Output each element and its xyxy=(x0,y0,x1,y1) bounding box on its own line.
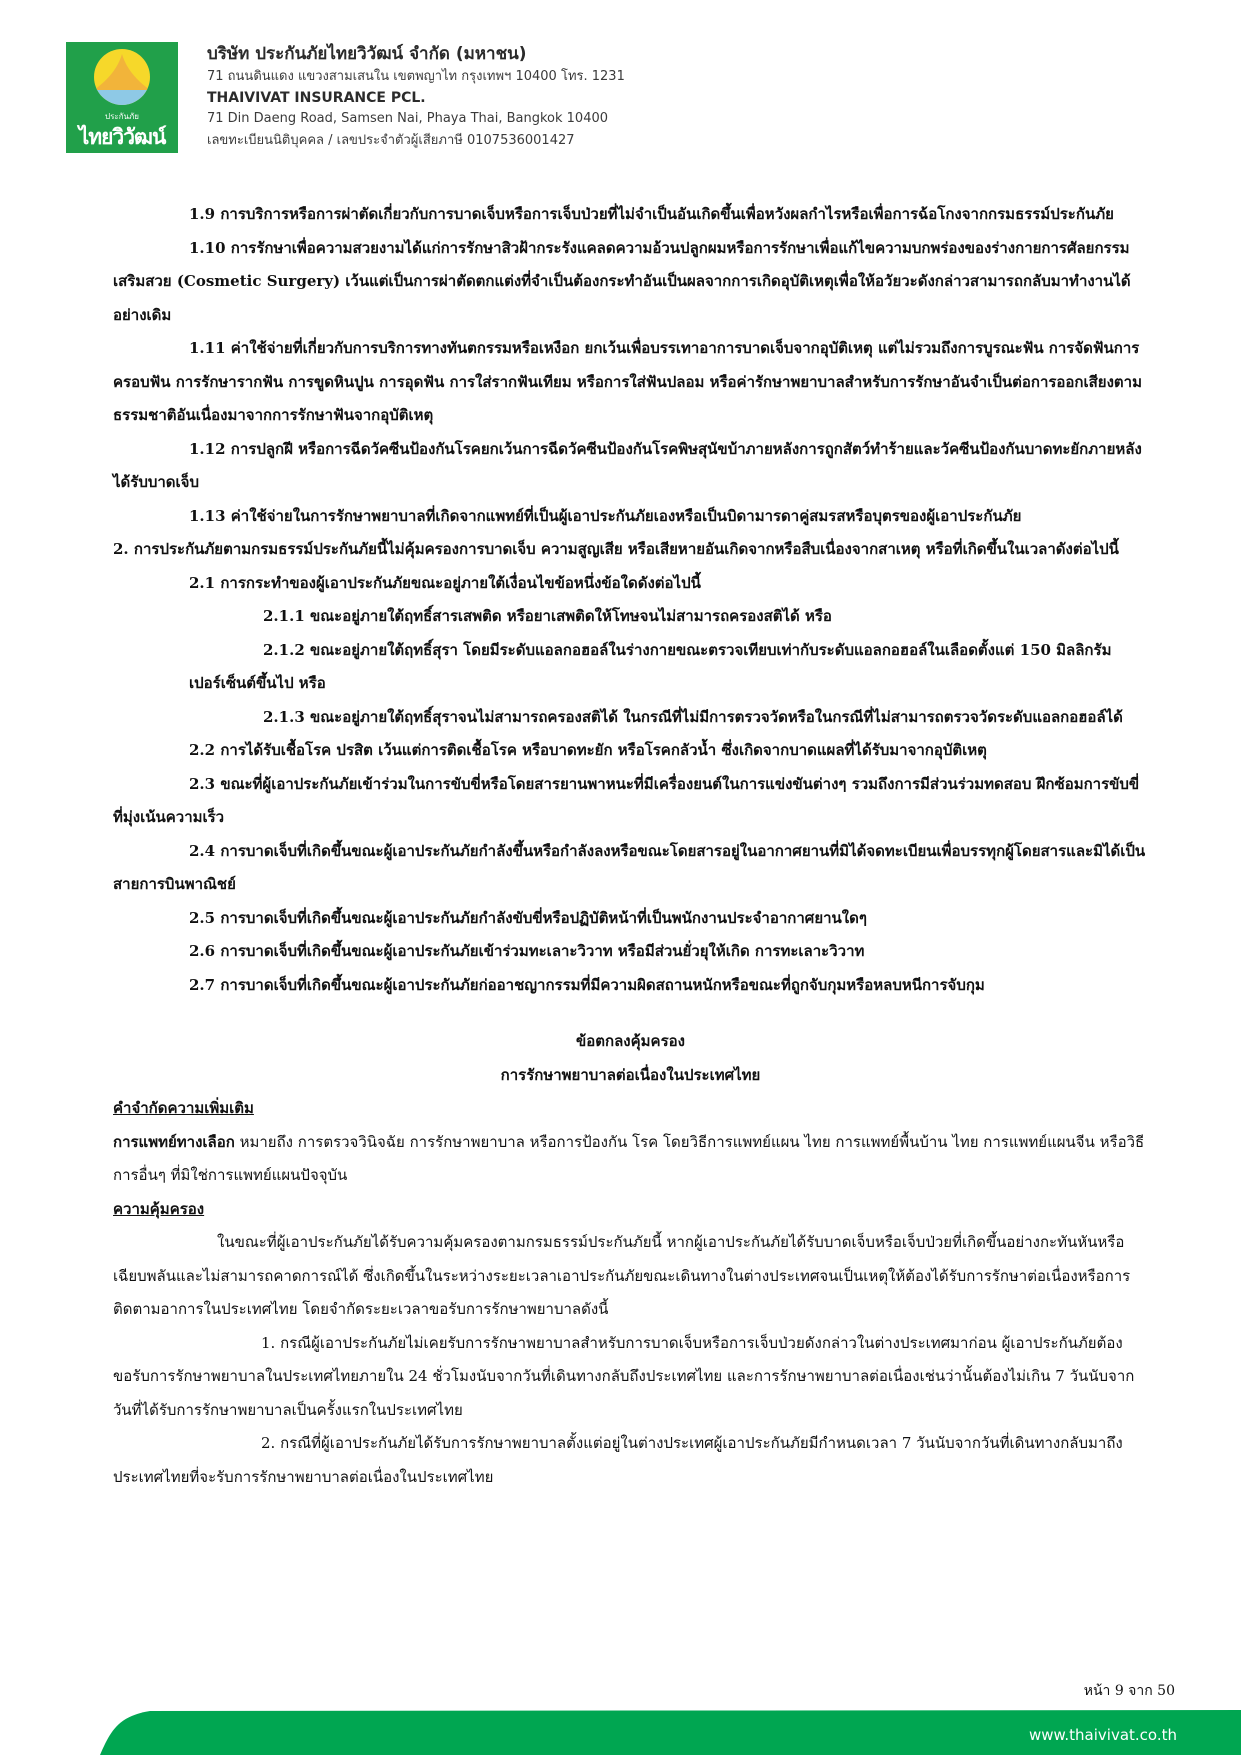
exclusion-2-4: 2.4 การบาดเจ็บที่เกิดขึ้นขณะผู้เอาประกันภัยกำลังขึ้นหรือกำลังลงหรือขณะโดยสารอยู่ในอากาศยานที่มิได้จดทะเบียนเพื่อบรรทุกผู้โดยสารและมิได้เป็นสายการบินพาณิชย์ xyxy=(113,841,1146,893)
agreement-title: ข้อตกลงคุ้มครอง xyxy=(576,1032,685,1050)
exclusion-2-1-3: 2.1.3 ขณะอยู่ภายใต้ฤทธิ์สุราจนไม่สามารถครองสติได้ ในกรณีที่ไม่มีการตรวจวัดหรือในกรณีที่ไม่สามารถตรวจวัดระดับแอลกอฮอล์ได้ xyxy=(263,707,1123,726)
logo-small-text: ประกันภัย xyxy=(105,112,139,121)
definition-term: การแพทย์ทางเลือก xyxy=(113,1132,235,1151)
coverage-paragraph: ในขณะที่ผู้เอาประกันภัยได้รับความคุ้มครองตามกรมธรรม์ประกันภัยนี้ หากผู้เอาประกันภัยได้รับบาดเจ็บหรือเจ็บป่วยที่เกิดขึ้นอย่างกะทันหันหรือเฉียบพลันและไม่สามารถคาดการณ์ได้ ซึ่งเกิดขึ้นในระหว่างระยะเวลาเอาประกันภัยขณะเดินทางในต่างประเทศจนเป็นเหตุให้ต้องได้รับการรักษาต่อเนื่องหรือการติดตามอาการในประเทศไทย โดยจำกัดระยะเวลาขอรับการรักษาพยาบาลดังนี้ xyxy=(113,1233,1131,1318)
exclusion-2-1-2: 2.1.2 ขณะอยู่ภายใต้ฤทธิ์สุรา โดยมีระดับแอลกอฮอล์ในร่างกายขณะตรวจเทียบเท่ากับระดับแอลกอฮอล์ในเลือดตั้งแต่ 150 มิลลิกรัมเปอร์เซ็นต์ขึ้นไป หรือ xyxy=(189,640,1112,692)
definition-text: หมายถึง การตรวจวินิจฉัย การรักษาพยาบาล หรือการป้องกัน โรค โดยวิธีการแพทย์แผน ไทย การแพทย์พื้นบ้าน ไทย การแพทย์แผนจีน หรือวิธีการอื่นๆ ที่มิใช่การแพทย์แผนปัจจุบัน xyxy=(113,1132,1145,1184)
coverage-case-2: 2. กรณีที่ผู้เอาประกันภัยได้รับการรักษาพยาบาลตั้งแต่อยู่ในต่างประเทศผู้เอาประกันภัยมีกำหนดเวลา 7 วันนับจากวันที่เดินทางกลับมาถึงประเทศไทยที่จะรับการรักษาพยาบาลต่อเนื่องในประเทศไทย xyxy=(113,1434,1123,1486)
exclusion-1-10: 1.10 การรักษาเพื่อความสวยงามได้แก่การรักษาสิวฝ้ากระรังแคลดความอ้วนปลูกผมหรือการรักษาเพื่อแก้ไขความบกพร่องของร่างกายการศัลยกรรมเสริมสวย (Cosmetic Surgery) เว้นแต่เป็นการผ่าตัดตกแต่งที่จำเป็นต้องกระทำอันเป็นผลจากการเกิดอุบัติเหตุเพื่อให้อวัยวะดังกล่าวสามารถกลับมาทำงานได้อย่างเดิม xyxy=(113,238,1131,324)
exclusion-2-intro: 2. การประกันภัยตามกรมธรรม์ประกันภัยนี้ไม่คุ้มครองการบาดเจ็บ ความสูญเสีย หรือเสียหายอันเกิดจากหรือสืบเนื่องจากสาเหตุ หรือที่เกิดขึ้นในเวลาดังต่อไปนี้ xyxy=(113,540,1119,558)
company-logo xyxy=(66,42,178,153)
coverage-heading: ความคุ้มครอง xyxy=(113,1199,205,1218)
exclusion-2-2: 2.2 การได้รับเชื้อโรค ปรสิต เว้นแต่การติดเชื้อโรค หรือบาดทะยัก หรือโรคกลัวน้ำ ซึ่งเกิดจากบาดแผลที่ได้รับมาจากอุบัติเหตุ xyxy=(189,741,987,759)
company-address-en: 71 Din Daeng Road, Samsen Nai, Phaya Thai, Bangkok 10400 xyxy=(207,111,609,126)
logo-brand-text: ไทยวิวัฒน์ xyxy=(78,125,166,149)
exclusion-1-12: 1.12 การปลูกฝี หรือการฉีดวัคซีนป้องกันโรคยกเว้นการฉีดวัคซีนป้องกันโรคพิษสุนัขบ้าภายหลังการถูกสัตว์ทำร้ายและวัคซีนป้องกันบาดทะยักภายหลังได้รับบาดเจ็บ xyxy=(113,439,1142,491)
letterhead xyxy=(66,42,686,157)
definition-heading: คำจำกัดความเพิ่มเติม xyxy=(113,1099,254,1117)
agreement-subtitle: การรักษาพยาบาลต่อเนื่องในประเทศไทย xyxy=(500,1065,761,1084)
exclusion-1-11: 1.11 ค่าใช้จ่ายที่เกี่ยวกับการบริการทางทันตกรรมหรือเหงือก ยกเว้นเพื่อบรรเทาอาการบาดเจ็บจากอุบัติเหตุ แต่ไม่รวมถึงการบูรณะฟัน การจัดฟันการครอบฟัน การรักษารากฟัน การขูดหินปูน การอุดฟัน การใส่รากฟันเทียม หรือการใส่ฟันปลอม หรือค่ารักษาพยาบาลสำหรับการรักษาอันจำเป็นต่อการออกเสียงตามธรรมชาติอันเนื่องมาจากการรักษาฟันจากอุบัติเหตุ xyxy=(113,339,1142,424)
company-registration: เลขทะเบียนนิติบุคคล / เลขประจำตัวผู้เสียภาษี 0107536001427 xyxy=(207,133,575,148)
document-body xyxy=(113,198,1148,1494)
exclusion-2-1: 2.1 การกระทำของผู้เอาประกันภัยขณะอยู่ภายใต้เงื่อนไขข้อหนึ่งข้อใดดังต่อไปนี้ xyxy=(189,573,701,592)
exclusion-2-7: 2.7 การบาดเจ็บที่เกิดขึ้นขณะผู้เอาประกันภัยก่ออาชญากรรมที่มีความผิดสถานหนักหรือขณะที่ถูกจับกุมหรือหลบหนีการจับกุม xyxy=(189,975,985,994)
company-name-th: บริษัท ประกันภัยไทยวิวัฒน์ จำกัด (มหาชน) xyxy=(207,44,527,64)
company-address-th: 71 ถนนดินแดง แขวงสามเสนใน เขตพญาไท กรุงเทพฯ 10400 โทร. 1231 xyxy=(207,69,625,84)
exclusion-2-3: 2.3 ขณะที่ผู้เอาประกันภัยเข้าร่วมในการขับขี่หรือโดยสารยานพาหนะที่มีเครื่องยนต์ในการแข่งขันต่างๆ รวมถึงการมีส่วนร่วมทดสอบ ฝึกซ้อมการขับขี่ที่มุ่งเน้นความเร็ว xyxy=(113,774,1140,826)
exclusion-2-5: 2.5 การบาดเจ็บที่เกิดขึ้นขณะผู้เอาประกันภัยกำลังขับขี่หรือปฏิบัติหน้าที่เป็นพนักงานประจำอากาศยานใดๆ xyxy=(189,908,867,927)
website-link[interactable]: www.thaivivat.co.th xyxy=(1028,1726,1177,1744)
exclusion-2-6: 2.6 การบาดเจ็บที่เกิดขึ้นขณะผู้เอาประกันภัยเข้าร่วมทะเลาะวิวาท หรือมีส่วนยั่วยุให้เกิด การทะเลาะวิวาท xyxy=(189,942,865,960)
exclusion-2-1-1: 2.1.1 ขณะอยู่ภายใต้ฤทธิ์สารเสพติด หรือยาเสพติดให้โทษจนไม่สามารถครองสติได้ หรือ xyxy=(263,607,832,625)
exclusion-1-9: 1.9 การบริการหรือการผ่าตัดเกี่ยวกับการบาดเจ็บหรือการเจ็บป่วยที่ไม่จำเป็นอันเกิดขึ้นเพื่อหวังผลกำไรหรือเพื่อการฉ้อโกงจากกรมธรรม์ประกันภัย xyxy=(189,205,1114,223)
page-number: หน้า 9 จาก 50 xyxy=(1083,1683,1175,1699)
coverage-case-1: 1. กรณีผู้เอาประกันภัยไม่เคยรับการรักษาพยาบาลสำหรับการบาดเจ็บหรือการเจ็บป่วยดังกล่าวในต่างประเทศมาก่อน ผู้เอาประกันภัยต้องขอรับการรักษาพยาบาลในประเทศไทยภายใน 24 ชั่วโมงนับจากวันที่เดินทางกลับถึงประเทศไทย และการรักษาพยาบาลต่อเนื่องเช่นว่านั้นต้องไม่เกิน 7 วันนับจากวันที่ได้รับการรักษาพยาบาลเป็นครั้งแรกในประเทศไทย xyxy=(113,1333,1135,1419)
company-info xyxy=(207,42,625,152)
exclusion-1-13: 1.13 ค่าใช้จ่ายในการรักษาพยาบาลที่เกิดจากแพทย์ที่เป็นผู้เอาประกันภัยเองหรือเป็นบิดามารดาคู่สมรสหรือบุตรของผู้เอาประกันภัย xyxy=(189,506,1022,525)
definition-paragraph xyxy=(113,1126,1148,1193)
company-name-en: THAIVIVAT INSURANCE PCL. xyxy=(207,90,426,106)
